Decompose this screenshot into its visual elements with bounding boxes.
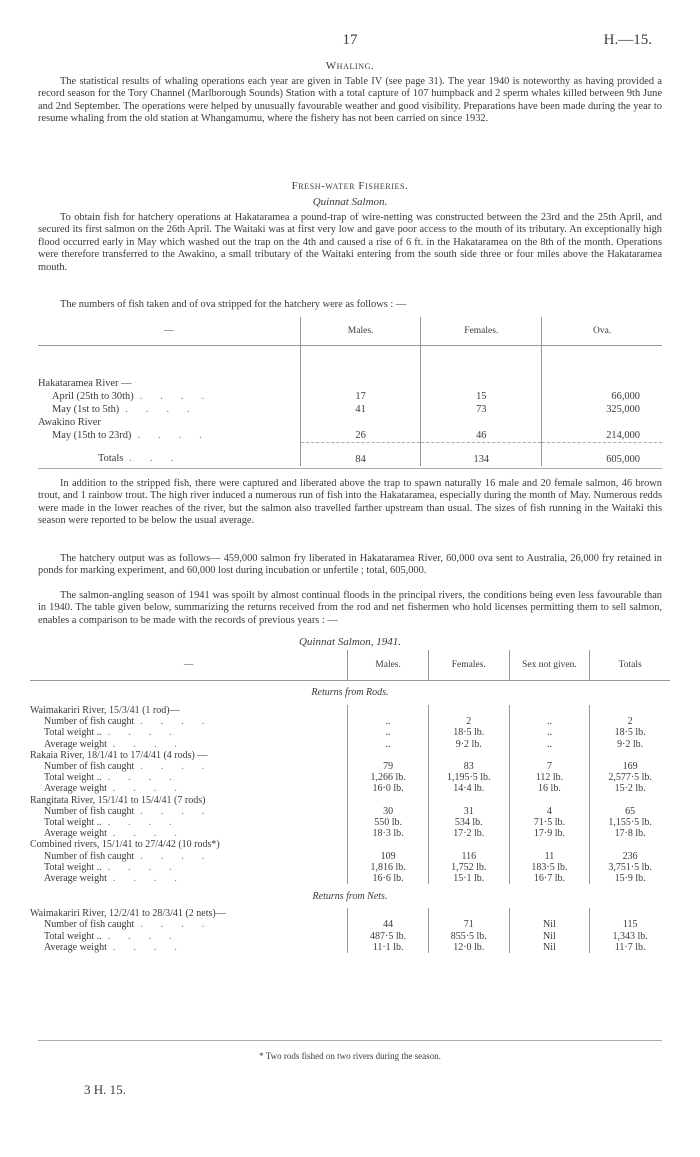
table2-section-row bbox=[30, 884, 670, 908]
table2-empty-cell bbox=[348, 908, 429, 919]
table2-group-name: Waimakariri River, 15/3/41 (1 rod)— bbox=[30, 705, 180, 716]
table2-cell: 236 bbox=[590, 851, 670, 862]
hatchery-paragraph: To obtain fish for hatchery operations at Hakataramea a pound-trap of wire-netting was constructed between the 23rd and the 25th April, and secured its first salmon on the 26th April. The Waitaki was at first very low and gave poor access to the mouth of its tributary. An exceptionally high flood occurred early in May which washed out the trap on the 4th and caused a rise of 6 ft. in the Hakataramea on the 8th of the month. Operations were therefore transferred to the Awakino, a small tributary of the Waitaki entering from the south side three or four miles above the Hakataramea mouth. bbox=[38, 212, 662, 273]
table1-row bbox=[38, 416, 662, 429]
table1-cell bbox=[300, 416, 421, 429]
table1-header-ova: Ova. bbox=[542, 317, 662, 346]
leader-dots: .... bbox=[140, 919, 223, 931]
table2-empty-cell bbox=[428, 908, 509, 919]
table2-empty-cell bbox=[509, 908, 590, 919]
table1-cell bbox=[421, 416, 542, 429]
table2-cell: 1,195·5 lb. bbox=[428, 772, 509, 783]
table2-cell: 12·0 lb. bbox=[428, 942, 509, 953]
table2-caption: Quinnat Salmon, 1941. bbox=[298, 636, 402, 648]
table2-empty-cell bbox=[590, 750, 670, 761]
table2-cell: 1,155·5 lb. bbox=[590, 817, 670, 828]
output-paragraph: The hatchery output was as follows— 459,000 salmon fry liberated in Hakataramea River, 60,000 ova sent to Australia, 26,000 fry retained in ponds for marking experiment, and 60,000 lost during incubation or unfertile ; total, 605,000. bbox=[38, 553, 662, 577]
angling-paragraph: The salmon-angling season of 1941 was spoilt by almost continual floods in the principal rivers, the conditions being even less favourable than in 1940. The table given below, summarizing the returns received from the rod and net fishermen who hold licenses permitting them to sell salmon, enables a comparison to be made with the records of previous years : — bbox=[38, 590, 662, 626]
table2-cell: 116 bbox=[428, 851, 509, 862]
table2-empty-cell bbox=[590, 908, 670, 919]
whaling-paragraph: The statistical results of whaling operations each year are given in Table IV (see page 31). The year 1940 is noteworthy as having provided a record season for the Tory Channel (Marlborough Sounds) Station with a total capture of 107 humpback and 2 sperm whales killed between 9th June and 2nd September. The operations were helped by unusually favourable weather and good visibility. Preparations have been made during the year to resume whaling from the old station at Whangamumu, where the fishery has not been carried on since 1932. bbox=[38, 76, 662, 125]
table2-cell: 2 bbox=[428, 716, 509, 727]
row-label-cell bbox=[30, 761, 348, 772]
table2-cell: .. bbox=[509, 727, 590, 738]
table2-section-row bbox=[30, 681, 670, 706]
table2-cell: 15·9 lb. bbox=[590, 873, 670, 884]
table2-cell: 2,577·5 lb. bbox=[590, 772, 670, 783]
table2-cell: 169 bbox=[590, 761, 670, 772]
table2-row bbox=[30, 727, 670, 738]
table1-cell: 15 bbox=[421, 390, 542, 403]
table2-cell: Nil bbox=[509, 919, 590, 930]
table2-empty-cell bbox=[428, 705, 509, 716]
leader-dots: .... bbox=[107, 930, 190, 942]
table2-row bbox=[30, 851, 670, 862]
table2-row bbox=[30, 828, 670, 839]
salmon-returns-table bbox=[30, 650, 670, 953]
table2-group-name: Waimakariri River, 12/2/41 to 28/3/41 (2 nets)— bbox=[30, 908, 226, 920]
table2-section-title: Returns from Rods. bbox=[311, 687, 389, 699]
row-label-cell bbox=[30, 942, 348, 953]
row-label: May (1st to 5th) bbox=[52, 403, 120, 415]
table2-cell: 1,266 lb. bbox=[348, 772, 429, 783]
table2-cell: .. bbox=[509, 716, 590, 727]
table1-row bbox=[38, 346, 662, 390]
table2-row bbox=[30, 783, 670, 794]
table2-cell: .. bbox=[348, 716, 429, 727]
row-label: May (15th to 23rd) bbox=[52, 429, 132, 441]
table2-cell: 14·4 lb. bbox=[428, 783, 509, 794]
table2-cell: .. bbox=[348, 739, 429, 750]
table2-row bbox=[30, 817, 670, 828]
table2-cell: 16 lb. bbox=[509, 783, 590, 794]
leader-dots: .... bbox=[137, 429, 220, 441]
row-label: Average weight bbox=[44, 941, 107, 953]
table2-cell: 1,752 lb. bbox=[428, 862, 509, 873]
table2-group-row bbox=[30, 750, 670, 761]
leader-dots: .... bbox=[107, 772, 190, 784]
row-label-cell bbox=[38, 346, 300, 390]
row-label-cell bbox=[30, 828, 348, 839]
leader-dots: .... bbox=[140, 850, 223, 862]
table1-cell bbox=[421, 346, 542, 390]
table2-row bbox=[30, 761, 670, 772]
row-label-cell bbox=[30, 931, 348, 942]
table2-cell: 71 bbox=[428, 919, 509, 930]
table1-cell bbox=[300, 346, 421, 390]
table2-cell: 65 bbox=[590, 806, 670, 817]
table2-empty-cell bbox=[428, 839, 509, 850]
table1-cell: 214,000 bbox=[542, 429, 662, 443]
row-label-cell bbox=[30, 817, 348, 828]
table2-cell: 18·5 lb. bbox=[590, 727, 670, 738]
table2-cell: 71·5 lb. bbox=[509, 817, 590, 828]
table2-cell: 112 lb. bbox=[509, 772, 590, 783]
table2-empty-cell bbox=[348, 795, 429, 806]
table2-empty-cell bbox=[509, 795, 590, 806]
leader-dots: .... bbox=[112, 828, 195, 840]
row-label: April (25th to 30th) bbox=[52, 390, 134, 402]
table2-cell: 17·2 lb. bbox=[428, 828, 509, 839]
table1-total-cell: 605,000 bbox=[542, 442, 662, 466]
footnote: * Two rods fished on two rivers during the season. bbox=[259, 1051, 441, 1061]
row-label-cell bbox=[30, 716, 348, 727]
signature-reference: 3 H. 15. bbox=[84, 1082, 126, 1097]
table2-bottom-rule bbox=[38, 1040, 662, 1041]
table2-cell: 11 bbox=[509, 851, 590, 862]
document-reference: H.—15. bbox=[603, 32, 652, 48]
table2-cell: 9·2 lb. bbox=[428, 739, 509, 750]
table2-cell: 16·0 lb. bbox=[348, 783, 429, 794]
whaling-heading: Whaling. bbox=[325, 60, 375, 72]
table1-total-cell: 84 bbox=[300, 442, 421, 466]
row-label: Awakino River bbox=[38, 416, 101, 428]
row-label: Total weight .. bbox=[44, 727, 102, 739]
table2-cell: 15·2 lb. bbox=[590, 783, 670, 794]
leader-dots: .... bbox=[112, 941, 195, 953]
row-label-cell bbox=[38, 403, 300, 416]
table2-empty-cell bbox=[590, 839, 670, 850]
row-label-cell bbox=[30, 739, 348, 750]
table2-cell: Nil bbox=[509, 942, 590, 953]
table2-row bbox=[30, 862, 670, 873]
row-label: Average weight bbox=[44, 783, 107, 795]
table1-cell: 325,000 bbox=[542, 403, 662, 416]
table2-cell: 18·5 lb. bbox=[428, 727, 509, 738]
row-label-cell bbox=[30, 851, 348, 862]
table1-body bbox=[38, 346, 662, 466]
table2-empty-cell bbox=[348, 839, 429, 850]
table2-group-name: Combined rivers, 15/1/41 to 27/4/42 (10 rods*) bbox=[30, 839, 220, 851]
table2-row bbox=[30, 806, 670, 817]
table1-cell: 46 bbox=[421, 429, 542, 443]
table2-cell: .. bbox=[348, 727, 429, 738]
table2-cell: 2 bbox=[590, 716, 670, 727]
table2-row bbox=[30, 739, 670, 750]
row-label-cell bbox=[38, 390, 300, 403]
table2-row bbox=[30, 772, 670, 783]
table2-cell: 17·8 lb. bbox=[590, 828, 670, 839]
row-label: Number of fish caught bbox=[44, 805, 135, 817]
row-label-cell bbox=[30, 919, 348, 930]
total-label-cell bbox=[38, 442, 300, 466]
table2-cell: 18·3 lb. bbox=[348, 828, 429, 839]
table1-row bbox=[38, 403, 662, 416]
table2-header-males: Males. bbox=[348, 650, 429, 681]
table2-row bbox=[30, 919, 670, 930]
table1-bottom-rule bbox=[38, 468, 662, 469]
table2-empty-cell bbox=[509, 839, 590, 850]
table2-cell: 183·5 lb. bbox=[509, 862, 590, 873]
table2-header-females: Females. bbox=[428, 650, 509, 681]
table2-empty-cell bbox=[590, 705, 670, 716]
row-label: Average weight bbox=[44, 828, 107, 840]
table1-header-males: Males. bbox=[300, 317, 421, 346]
table1-cell: 17 bbox=[300, 390, 421, 403]
table2-section-title: Returns from Nets. bbox=[312, 890, 388, 902]
table2-group-row bbox=[30, 908, 670, 919]
table2-cell: 1,816 lb. bbox=[348, 862, 429, 873]
row-label: Average weight bbox=[44, 873, 107, 885]
table2-cell: 550 lb. bbox=[348, 817, 429, 828]
row-label: Total weight .. bbox=[44, 772, 102, 784]
table2-empty-cell bbox=[509, 705, 590, 716]
leader-dots: .... bbox=[140, 761, 223, 773]
row-label: Total weight .. bbox=[44, 930, 102, 942]
leader-dots: .... bbox=[112, 783, 195, 795]
table2-empty-cell bbox=[509, 750, 590, 761]
captured-paragraph: In addition to the stripped fish, there were captured and liberated above the trap to spawn naturally 16 male and 20 female salmon, 46 brown trout, and 1 rainbow trout. The high river induced a numerous run of fish into the Hakataramea, especially during the month of May. Numerous redds were made in the lower reaches of the river, but the salmon also travelled farther upstream than usual. The sizes of fish running in the Waitaki this season were reported to be below the usual average. bbox=[38, 478, 662, 527]
row-label: Average weight bbox=[44, 738, 107, 750]
table1-cell: 73 bbox=[421, 403, 542, 416]
row-label: Number of fish caught bbox=[44, 716, 135, 728]
table1-cell: 66,000 bbox=[542, 390, 662, 403]
table2-cell: 487·5 lb. bbox=[348, 931, 429, 942]
numbers-intro-paragraph: The numbers of fish taken and of ova stripped for the hatchery were as follows : — bbox=[60, 299, 407, 310]
table2-cell: 44 bbox=[348, 919, 429, 930]
leader-dots: .... bbox=[107, 727, 190, 739]
quinnat-subheading: Quinnat Salmon. bbox=[312, 196, 388, 208]
table2-empty-cell bbox=[590, 795, 670, 806]
row-label: Number of fish caught bbox=[44, 761, 135, 773]
table2-row bbox=[30, 716, 670, 727]
row-label-cell bbox=[30, 783, 348, 794]
table2-empty-cell bbox=[428, 795, 509, 806]
table2-cell: Nil bbox=[509, 931, 590, 942]
table2-cell: 855·5 lb. bbox=[428, 931, 509, 942]
table2-cell: 30 bbox=[348, 806, 429, 817]
row-label-cell bbox=[38, 429, 300, 443]
table2-cell: 3,751·5 lb. bbox=[590, 862, 670, 873]
table2-row bbox=[30, 942, 670, 953]
table2-cell: 7 bbox=[509, 761, 590, 772]
leader-dots: .... bbox=[140, 805, 223, 817]
table2-group-row bbox=[30, 705, 670, 716]
table2-cell: 79 bbox=[348, 761, 429, 772]
table2-group-row bbox=[30, 839, 670, 850]
row-label: Number of fish caught bbox=[44, 850, 135, 862]
leader-dots: .... bbox=[107, 861, 190, 873]
leader-dots: .... bbox=[107, 817, 190, 829]
table1-cell: 41 bbox=[300, 403, 421, 416]
table2-cell: 11·1 lb. bbox=[348, 942, 429, 953]
table1-header-females: Females. bbox=[421, 317, 542, 346]
table1-header-stub: — bbox=[38, 317, 300, 346]
table2-cell: 534 lb. bbox=[428, 817, 509, 828]
table2-cell: 16·6 lb. bbox=[348, 873, 429, 884]
table2-group-name: Rakaia River, 18/1/41 to 17/4/41 (4 rods) — bbox=[30, 749, 208, 761]
hatchery-table bbox=[38, 317, 662, 466]
row-label-cell bbox=[38, 416, 300, 429]
table2-cell: 115 bbox=[590, 919, 670, 930]
row-label-cell bbox=[30, 873, 348, 884]
total-label: Totals bbox=[98, 453, 124, 465]
table1-cell: 26 bbox=[300, 429, 421, 443]
table2-header-totals: Totals bbox=[590, 650, 670, 681]
table2-empty-cell bbox=[348, 705, 429, 716]
row-label-cell bbox=[30, 862, 348, 873]
leader-dots: .... bbox=[140, 716, 223, 728]
table2-cell: 17·9 lb. bbox=[509, 828, 590, 839]
leader-dots: .... bbox=[139, 390, 223, 402]
table2-header-stub: — bbox=[30, 650, 348, 681]
row-label-cell bbox=[30, 806, 348, 817]
table2-empty-cell bbox=[348, 750, 429, 761]
table2-body bbox=[30, 681, 670, 954]
row-label-cell bbox=[30, 772, 348, 783]
row-label: Hakataramea River — bbox=[38, 377, 132, 389]
row-label: Total weight .. bbox=[44, 817, 102, 829]
leader-dots: .... bbox=[112, 738, 195, 750]
table2-header-sex-not-given: Sex not given. bbox=[509, 650, 590, 681]
table2-cell: 83 bbox=[428, 761, 509, 772]
table2-row bbox=[30, 931, 670, 942]
table1-total-row bbox=[38, 442, 662, 466]
table2-cell: 109 bbox=[348, 851, 429, 862]
table2-cell: 16·7 lb. bbox=[509, 873, 590, 884]
table2-cell: .. bbox=[509, 739, 590, 750]
table2-cell: 1,343 lb. bbox=[590, 931, 670, 942]
table1-row bbox=[38, 390, 662, 403]
page-number: 17 bbox=[342, 32, 358, 48]
table1-cell bbox=[542, 416, 662, 429]
table2-cell: 11·7 lb. bbox=[590, 942, 670, 953]
table2-empty-cell bbox=[428, 750, 509, 761]
leader-dots: ... bbox=[129, 453, 192, 465]
table2-cell: 31 bbox=[428, 806, 509, 817]
table2-group-name: Rangitata River, 15/1/41 to 15/4/41 (7 rods) bbox=[30, 794, 206, 806]
table2-group-row bbox=[30, 795, 670, 806]
table1-total-cell: 134 bbox=[421, 442, 542, 466]
freshwater-heading: Fresh-water Fisheries. bbox=[291, 180, 409, 192]
table2-cell: 15·1 lb. bbox=[428, 873, 509, 884]
table2-row bbox=[30, 873, 670, 884]
row-label-cell bbox=[30, 727, 348, 738]
row-label: Total weight .. bbox=[44, 861, 102, 873]
table2-cell: 9·2 lb. bbox=[590, 739, 670, 750]
table2-cell: 4 bbox=[509, 806, 590, 817]
table1-cell bbox=[542, 346, 662, 390]
leader-dots: .... bbox=[112, 873, 195, 885]
leader-dots: .... bbox=[125, 403, 208, 415]
row-label: Number of fish caught bbox=[44, 919, 135, 931]
table1-row bbox=[38, 429, 662, 443]
